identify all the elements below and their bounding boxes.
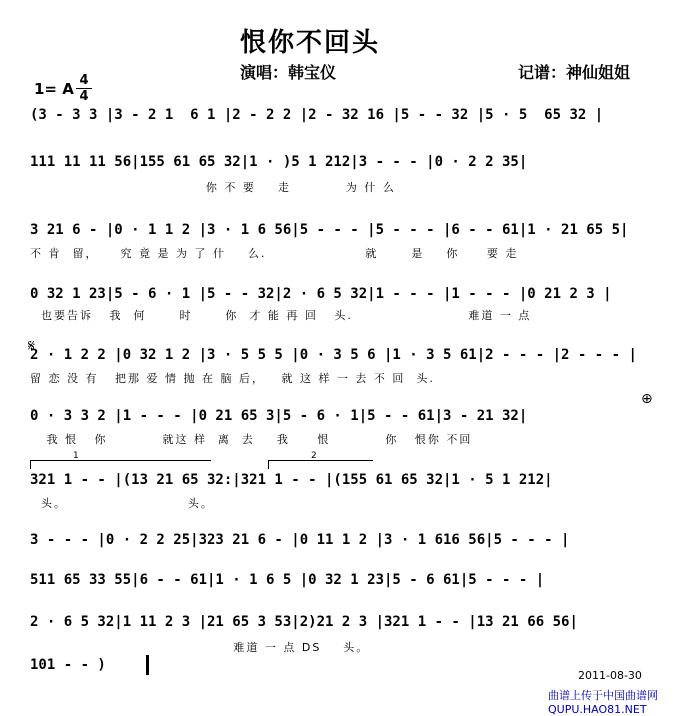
song-title: 恨你不回头 bbox=[240, 28, 381, 58]
notation-row: 2 · 6 5 32|1 11 2 3 |21 65 3 53|2)21 2 3 |321 1 - - |13 21 66 56| bbox=[30, 614, 578, 630]
key-signature: 1= A bbox=[34, 80, 74, 98]
time-numerator: 4 bbox=[79, 73, 89, 88]
notation-row: 321 1 - - |(13 21 65 32:|321 1 - - |(155 61 65 32|1 · 5 1 212| bbox=[30, 472, 553, 488]
notation-row: 3 21 6 - |0 · 1 1 2 |3 · 1 6 56|5 - - - |5 - - - |6 - - 61|1 · 21 65 5| bbox=[30, 222, 629, 238]
first-ending-number: 1 bbox=[73, 451, 79, 461]
coda-icon: ⊕ bbox=[641, 391, 653, 407]
notation-row: 511 65 33 55|6 - - 61|1 · 1 6 5 |0 32 1 23|5 - 6 61|5 - - - | bbox=[30, 572, 545, 588]
lyric-row: 也要告诉 我 何 时 你 才 能 再 回 头. 难道 一 点 bbox=[30, 309, 532, 322]
notation-row: 2 · 1 2 2 |0 32 1 2 |3 · 5 5 5 |0 · 3 5 6 |1 · 3 5 61|2 - - - |2 - - - | bbox=[30, 347, 637, 363]
lyric-row: 不 肯 留， 究 竟 是 为 了 什 么. 就 是 你 要 走 bbox=[30, 247, 519, 260]
lyric-row: 你 不 要 走 为 什 么 bbox=[30, 181, 396, 194]
time-signature bbox=[76, 74, 92, 103]
time-denominator: 4 bbox=[79, 89, 89, 104]
notation-row: (3 - 3 3 |3 - 2 1 6 1 |2 - 2 2 |2 - 32 16 |5 - - 32 |5 · 5 65 32 | bbox=[30, 107, 604, 123]
lyric-row: 难道 一 点 DS 头。 bbox=[30, 641, 370, 654]
notation-row: 0 · 3 3 2 |1 - - - |0 21 65 3|5 - 6 · 1|5 - - 61|3 - 21 32| bbox=[30, 408, 528, 424]
lyric-row: 头。 头。 bbox=[30, 497, 214, 510]
segno-icon: 𝄋 bbox=[28, 336, 35, 355]
notation-row: 3 - - - |0 · 2 2 25|323 21 6 - |0 11 1 2 |3 · 1 616 56|5 - - - | bbox=[30, 532, 570, 548]
final-barline bbox=[146, 655, 149, 675]
singer-credit: 演唱：韩宝仪 bbox=[240, 63, 337, 82]
transcription-date: 2011-08-30 bbox=[578, 669, 642, 682]
notation-row: 111 11 11 56|155 61 65 32|1 · )5 1 212|3 - - - |0 · 2 2 35| bbox=[30, 154, 528, 170]
transcriber-credit: 记谱：神仙姐姐 bbox=[518, 63, 631, 82]
source-watermark: 曲谱上传于中国曲谱网 QUPU.HAO81.NET bbox=[548, 689, 658, 716]
lyric-row: 我 恨 你 就这 样 离 去 我 恨 你 恨你 不回 bbox=[30, 433, 473, 446]
notation-row: 0 32 1 23|5 - 6 · 1 |5 - - 32|2 · 6 5 32|1 - - - |1 - - - |0 21 2 3 | bbox=[30, 286, 612, 302]
notation-row: 101 - - ) bbox=[30, 657, 106, 673]
second-ending-number: 2 bbox=[311, 451, 317, 461]
lyric-row: 留 恋 没 有 把那 爱 情 抛 在 脑 后， 就 这 样 一 去 不 回 头. bbox=[30, 372, 435, 385]
